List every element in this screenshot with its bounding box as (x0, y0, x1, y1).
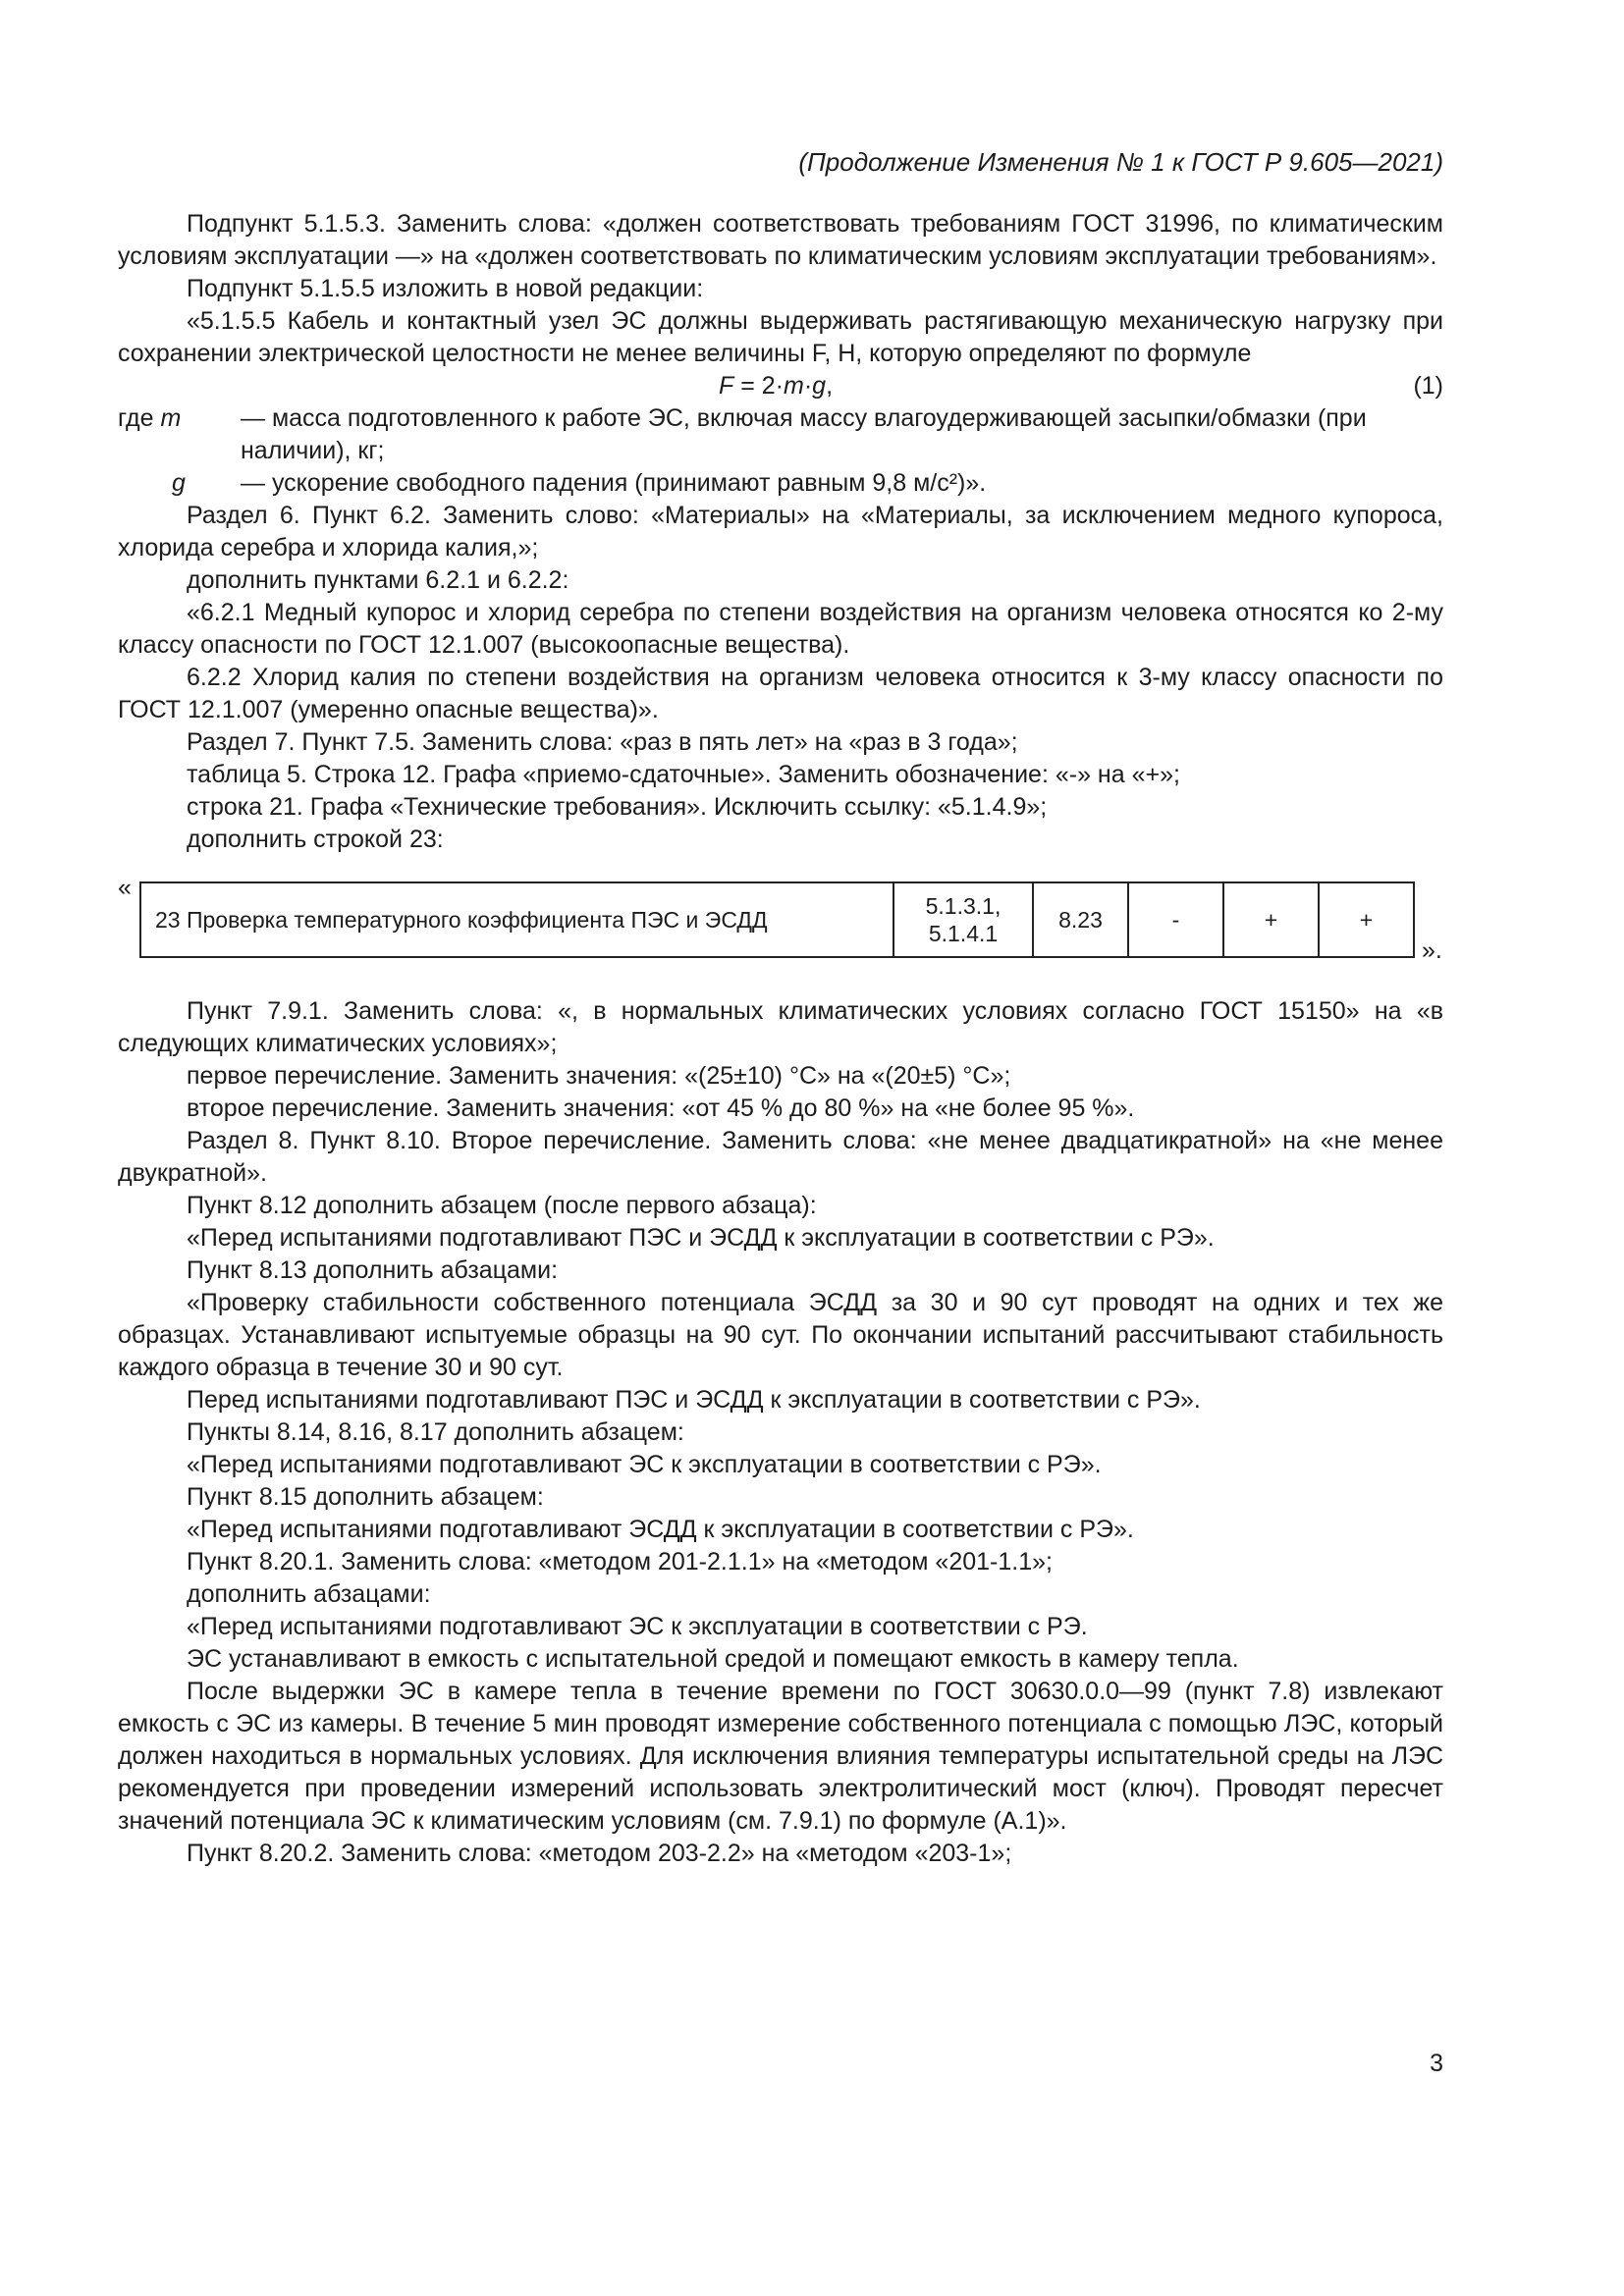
paragraph: Пункт 8.20.2. Заменить слова: «методом 203-2.2» на «методом «203-1»; (187, 1840, 1012, 1867)
close-quote: ». (1422, 936, 1442, 964)
paragraph: «Проверку стабильности собственного потенциала ЭСДД за 30 и 90 сут проводят на одних и тех же образцах. Устанавливают испытуемые образцы на 90 сут. По окончании испытаний рассчитывают стабильность каждого образца в течение 30 и 90 сут. (118, 1289, 1443, 1381)
paragraph: дополнить строкой 23: (187, 826, 444, 853)
page-header: (Продолжение Изменения № 1 к ГОСТ Р 9.605—2021) (798, 147, 1443, 177)
formula: F = 2·m·g, (719, 372, 834, 400)
table-cell: 8.23 (1033, 882, 1128, 957)
table-cell: + (1223, 882, 1319, 957)
formula-where-m: где m — масса подготовленного к работе ЭС, включая массу влагоудерживающей засыпки/обмазки (при наличии), кг; (118, 404, 1367, 464)
paragraph: Перед испытаниями подготавливают ПЭС и ЭСДД к эксплуатации в соответствии с РЭ». (187, 1386, 1201, 1414)
paragraph: Пункт 8.20.1. Заменить слова: «методом 201-2.1.1» на «методом «201-1.1»; (187, 1548, 1053, 1575)
paragraph: «6.2.1 Медный купорос и хлорид серебра по степени воздействия на организм человека относятся ко 2-му классу опасности по ГОСТ 12.1.007 (высокоопасные вещества). (118, 599, 1443, 659)
paragraph: Пункты 8.14, 8.16, 8.17 дополнить абзацем: (187, 1418, 684, 1446)
paragraph: Пункт 8.15 дополнить абзацем: (187, 1483, 544, 1511)
document-body (118, 208, 1443, 1870)
table-cell: 5.1.3.1, 5.1.4.1 (893, 882, 1033, 957)
paragraph: Пункт 8.12 дополнить абзацем (после первого абзаца): (187, 1192, 817, 1219)
paragraph: таблица 5. Строка 12. Графа «приемо-сдаточные». Заменить обозначение: «-» на «+»; (187, 761, 1180, 788)
table-cell: - (1128, 882, 1223, 957)
paragraph: После выдержки ЭС в камере тепла в течение времени по ГОСТ 30630.0.0—99 (пункт 7.8) извлекают емкость с ЭС из камеры. В течение 5 мин проводят измерение собственного потенциала с помощью ЛЭС, который должен находиться в нормальных условиях. Для исключения влияния температуры испытательной среды на ЛЭС рекомендуется при проведении измерений использовать электролитический мост (ключ). Проводят пересчет значений потенциала ЭС к климатическим условиям (см. 7.9.1) по формуле (А.1)». (118, 1678, 1443, 1835)
paragraph: Пункт 8.13 дополнить абзацами: (187, 1256, 559, 1284)
equation-number: (1) (1413, 372, 1443, 400)
formula-where-g: g — ускорение свободного падения (принимают равным 9,8 м/с²)». (172, 469, 987, 497)
paragraph: Пункт 7.9.1. Заменить слова: «, в нормальных климатических условиях согласно ГОСТ 15150» на «в следующих климатических условиях»; (118, 997, 1443, 1057)
inserted-table-row (118, 874, 1443, 995)
table-cell: 23 Проверка температурного коэффициента ПЭС и ЭСДД (140, 882, 893, 957)
table-row-23 (139, 881, 1415, 958)
paragraph: Раздел 6. Пункт 6.2. Заменить слово: «Материалы» на «Материалы, за исключением медного купороса, хлорида серебра и хлорида калия,»; (118, 502, 1443, 561)
formula-line (118, 370, 1443, 402)
paragraph: Раздел 7. Пункт 7.5. Заменить слова: «раз в пять лет» на «раз в 3 года»; (187, 728, 1018, 756)
paragraph: строка 21. Графа «Технические требования». Исключить ссылку: «5.1.4.9»; (187, 793, 1048, 821)
paragraph: «Перед испытаниями подготавливают ЭС к эксплуатации в соответствии с РЭ». (187, 1451, 1102, 1478)
paragraph: дополнить пунктами 6.2.1 и 6.2.2: (187, 566, 569, 594)
paragraph: дополнить абзацами: (187, 1580, 431, 1608)
paragraph: Раздел 8. Пункт 8.10. Второе перечисление. Заменить слова: «не менее двадцатикратной» на «не менее двукратной». (118, 1127, 1443, 1187)
paragraph: Подпункт 5.1.5.5 изложить в новой редакции: (187, 275, 704, 302)
page-number: 3 (1430, 2050, 1443, 2077)
paragraph: «5.1.5.5 Кабель и контактный узел ЭС должны выдерживать растягивающую механическую нагрузку при сохранении электрической целостности не менее величины F, Н, которую определяют по формуле (118, 307, 1443, 367)
table-cell: + (1319, 882, 1414, 957)
paragraph: второе перечисление. Заменить значения: «от 45 % до 80 %» на «не более 95 %». (187, 1095, 1135, 1122)
paragraph: «Перед испытаниями подготавливают ЭС к эксплуатации в соответствии с РЭ. (187, 1613, 1088, 1640)
open-quote: « (118, 874, 132, 901)
paragraph: первое перечисление. Заменить значения: «(25±10) °С» на «(20±5) °С»; (187, 1062, 1011, 1090)
paragraph: «Перед испытаниями подготавливают ПЭС и ЭСДД к эксплуатации в соответствии с РЭ». (187, 1224, 1215, 1252)
paragraph: 6.2.2 Хлорид калия по степени воздействия на организм человека относится к 3-му классу опасности по ГОСТ 12.1.007 (умеренно опасные вещества)». (118, 664, 1443, 723)
paragraph: ЭС устанавливают в емкость с испытательной средой и помещают емкость в камеру тепла. (187, 1645, 1239, 1673)
paragraph: Подпункт 5.1.5.3. Заменить слова: «должен соответствовать требованиям ГОСТ 31996, по климатическим условиям эксплуатации —» на «должен соответствовать по климатическим условиям эксплуатации требованиям». (118, 210, 1443, 270)
paragraph: «Перед испытаниями подготавливают ЭСДД к эксплуатации в соответствии с РЭ». (187, 1516, 1134, 1543)
